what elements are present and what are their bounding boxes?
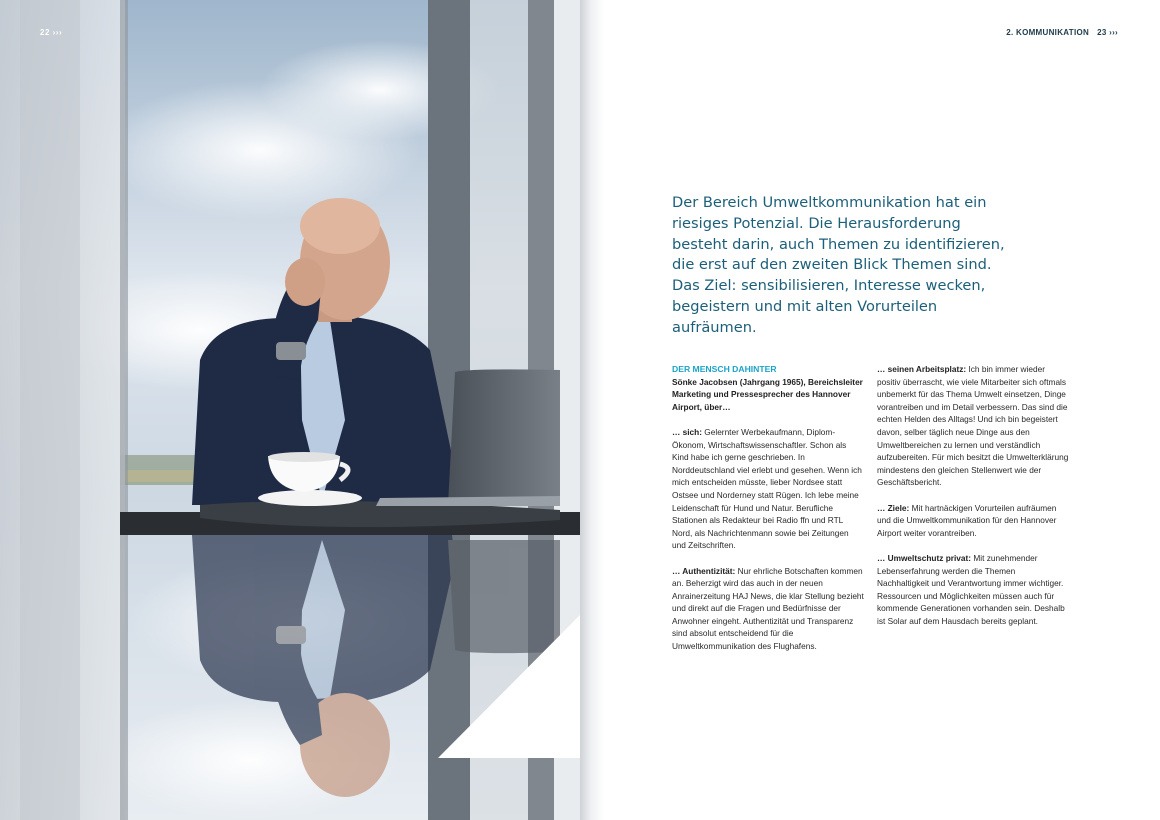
section-paragraph [877,552,1069,628]
section-text: Gelernter Werbekaufmann, Diplom-Ökonom, Wirtschaftswissenschaftler. Schon als Kind habe ich gerne geschrieben. In Norddeutschland viel erlebt und gesehen. Wenn ich mich entscheiden müsste, lieber Nordsee statt Ostsee und Norderney statt Rügen. Ich lebe meine Leidenschaft für Hund und Natur. Berufliche Stationen als Redakteur bei Radio ffn und RTL Nord, als Nachrichtenmann sowie bei Zeitungen und Zeitschriften. [672,426,862,551]
running-head [1006,28,1118,37]
section-text: Ich bin immer wieder positiv überrascht, wie viele Mitarbeiter sich oftmals unbemerkt für das Thema Umwelt einsetzen, Dinge vorantreiben und im Detail verbessern. Das sind die echten Helden des Alltags! Und ich bin begeistert davon, selber täglich neue Dinge aus den Umweltbereichen zu lernen und verständlich aufzubereiten. Für mich besitzt die Umwelterklärung mindestens den gleichen Stellenwert wie der Geschäftsbericht. [877,364,1069,488]
right-page [580,0,1160,820]
section-heading: … Umweltschutz privat: [877,552,972,563]
section-heading: … seinen Arbeitsplatz: [877,364,967,374]
text-column-right [877,363,1069,640]
page-number-right: 23 ››› [1097,28,1118,37]
section-text: Mit zunehmender Lebenserfahrung werden die Themen Nachhaltigkeit und Verantwortung immer wichtiger. Ressourcen und Möglichkeiten müssen auch für kommende Generationen vorhanden sein. Deshalb ist Solar auf dem Hausdach bereits geplant. [877,552,1065,626]
section-heading: … sich: [672,426,702,437]
section-kicker: DER MENSCH DAHINTER [672,364,777,374]
section-paragraph [672,565,864,653]
intro-block [672,363,864,413]
section-paragraph [672,426,864,552]
text-column-left [672,363,864,665]
bio-line: Sönke Jacobsen (Jahrgang 1965), Bereichsleiter Marketing und Pressesprecher des Hannover Airport, über… [672,376,863,412]
lead-quote: Der Bereich Umweltkommunikation hat ein riesiges Potenzial. Die Herausforderung besteht darin, auch Themen zu identifizieren, die erst auf den zweiten Blick Themen sind. Das Ziel: sensibilisieren, Interesse wecken, begeistern und mit alten Vorurteilen aufräumen. [672,194,1005,336]
section-text: Mit hartnäckigen Vorurteilen aufräumen und die Umweltkommunikation für den Hannover Airport weiter vorantreiben. [877,502,1057,538]
chapter-title: 2. KOMMUNIKATION [1006,28,1090,37]
section-heading: … Authentizität: [672,565,736,576]
section-paragraph [877,363,1069,489]
section-text: Nur ehrliche Botschaften kommen an. Beherzigt wird das auch in der neuen Anrainerzeitung HAJ News, die klar Stellung bezieht und direkt auf die Fragen und Bedürfnisse der Anwohner eingeht. Authentizität und Transparenz sind absolut entscheidend für die Umweltkommunikation des Flughafens. [672,565,864,652]
page-number-left: 22 ››› [40,28,63,37]
section-paragraph [877,502,1069,540]
section-heading: … Ziele: [877,502,910,513]
